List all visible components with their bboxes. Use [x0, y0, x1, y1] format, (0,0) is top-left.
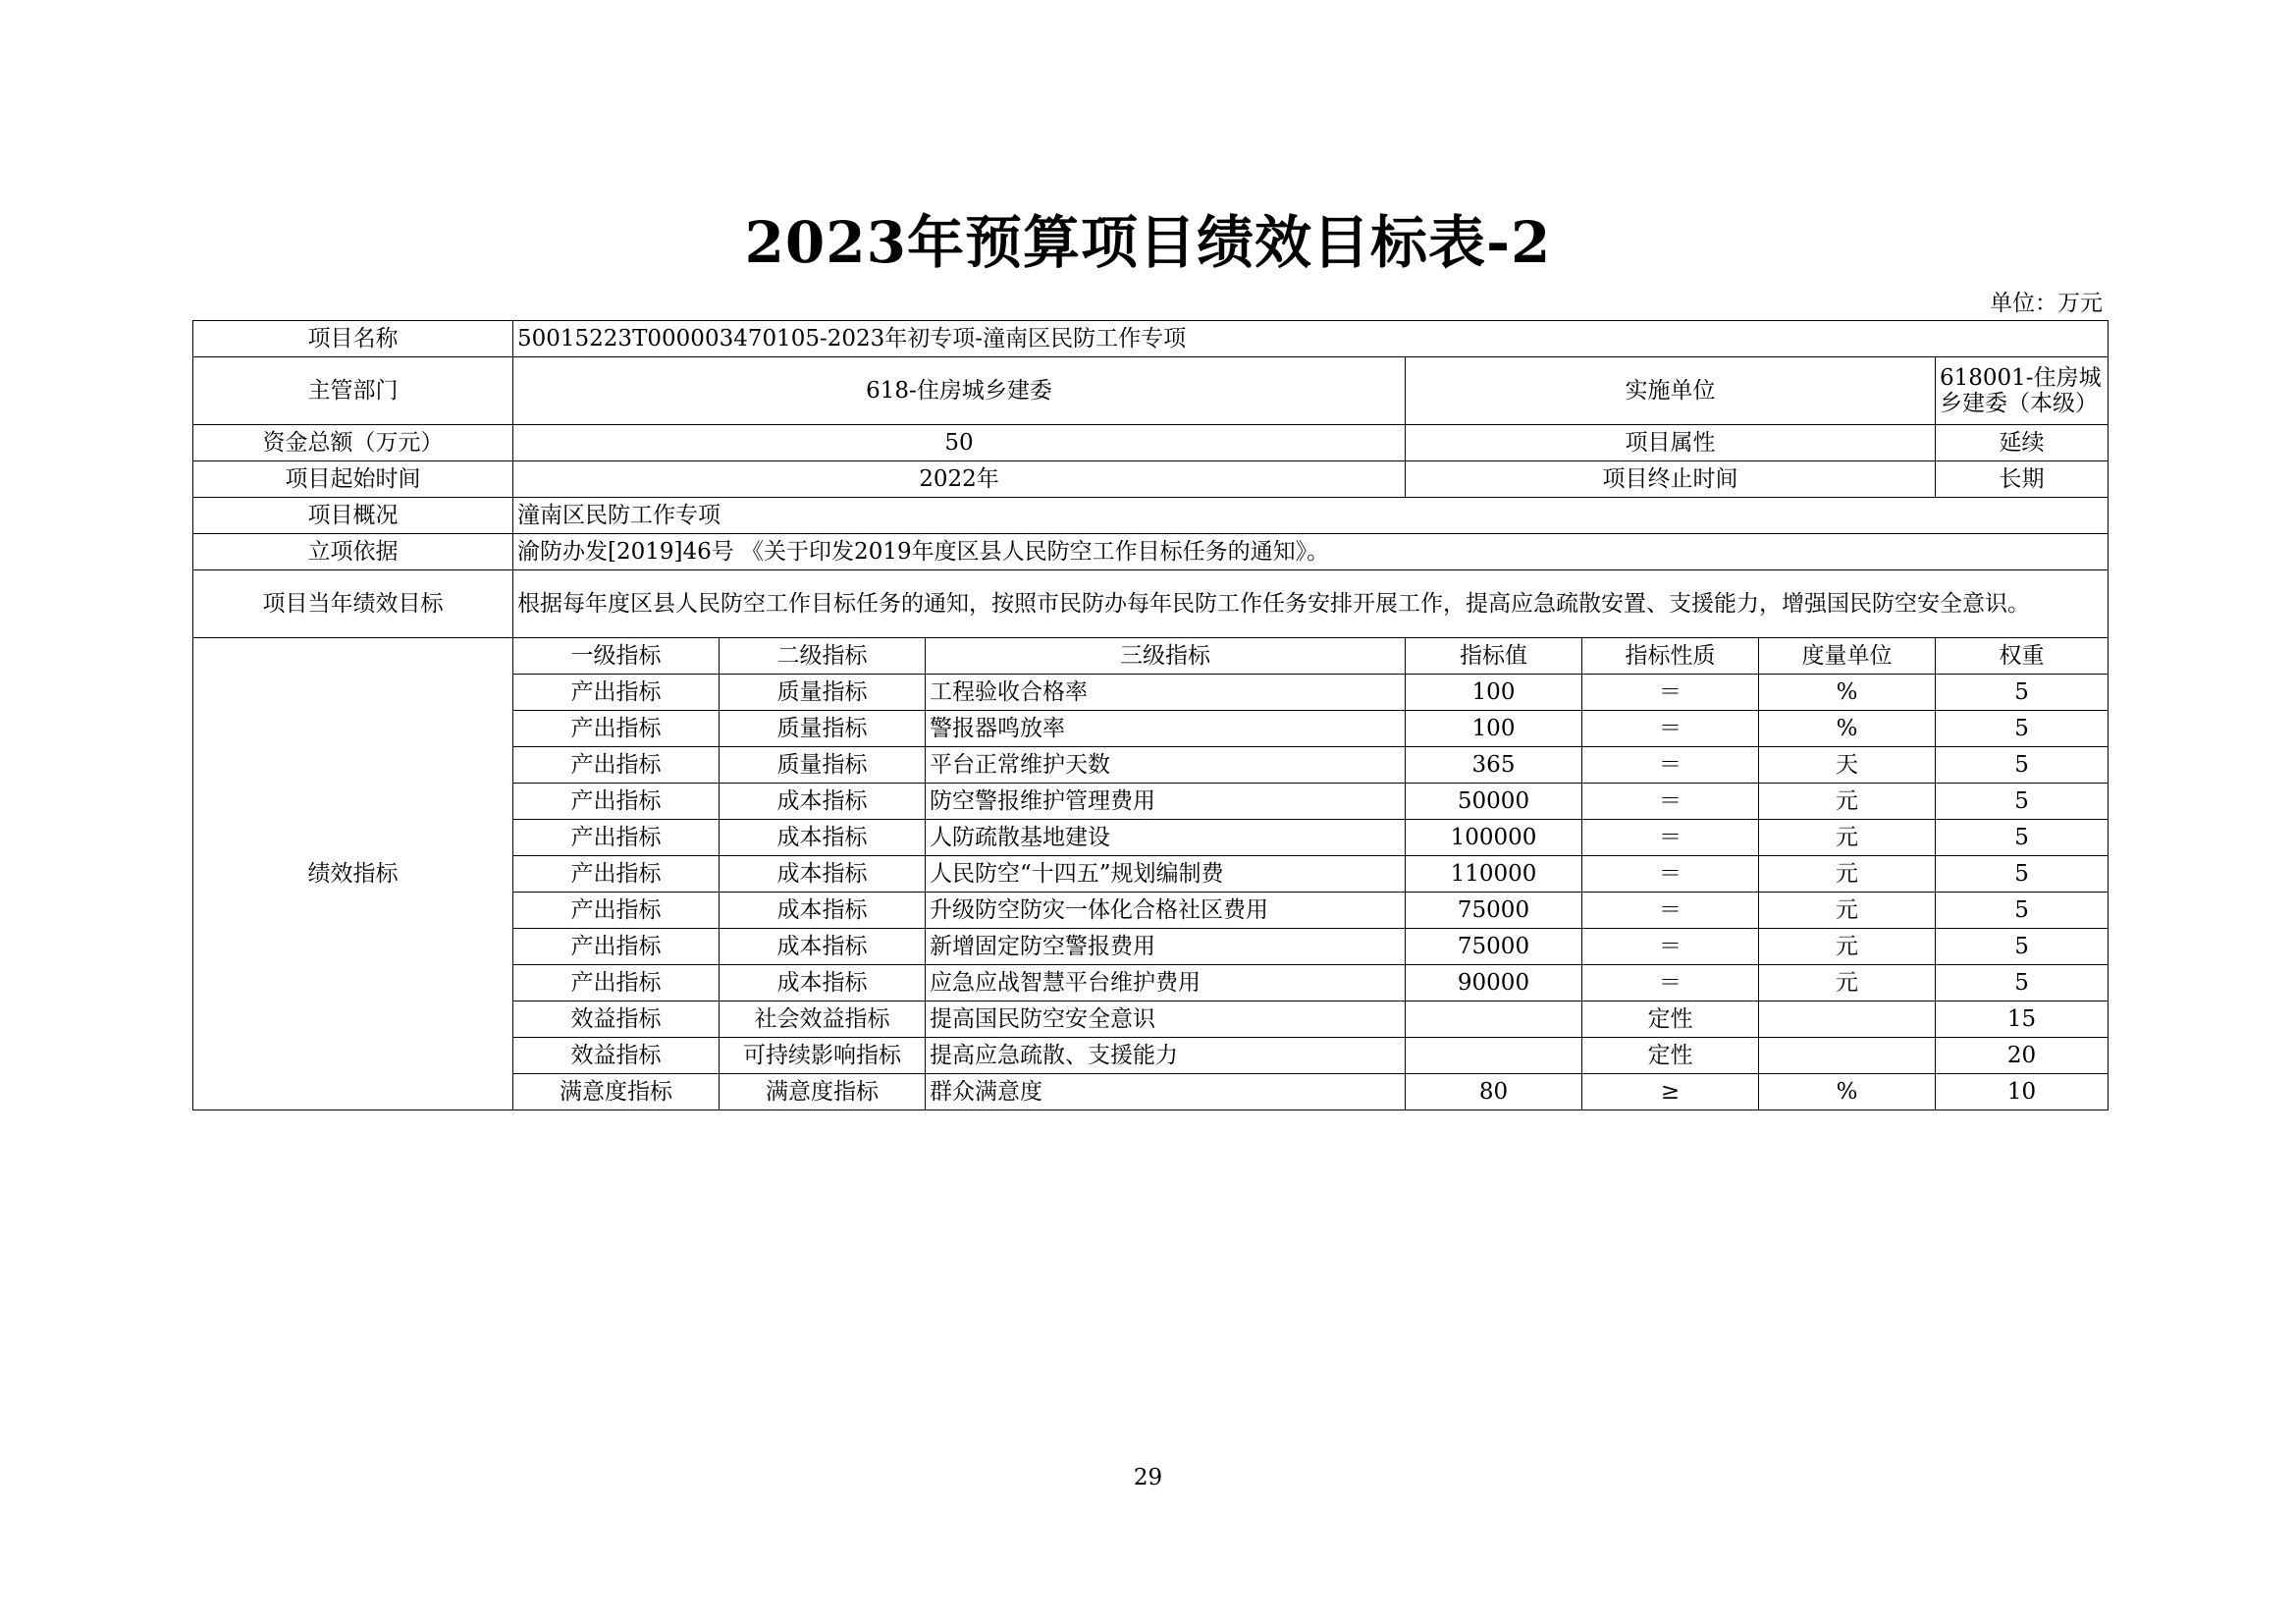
indicator-cell: ＝	[1582, 820, 1759, 856]
row-goal	[193, 570, 2109, 638]
indicator-cell: ≥	[1582, 1074, 1759, 1110]
indicator-cell: 人防疏散基地建设	[926, 820, 1406, 856]
indicator-cell: 成本指标	[720, 965, 926, 1001]
indicator-cell: 提高国民防空安全意识	[926, 1001, 1406, 1038]
indicator-cell: 成本指标	[720, 820, 926, 856]
indicator-cell: 满意度指标	[513, 1074, 720, 1110]
indicator-cell: 5	[1936, 965, 2109, 1001]
start-label: 项目起始时间	[193, 461, 513, 498]
indicator-cell: 100	[1406, 711, 1582, 747]
unit-label: 单位：万元	[1990, 291, 2103, 316]
indicator-cell: 应急应战智慧平台维护费用	[926, 965, 1406, 1001]
indicator-cell: 20	[1936, 1038, 2109, 1074]
overview-label: 项目概况	[193, 498, 513, 534]
indicator-header-cell: 二级指标	[720, 638, 926, 675]
goal-label: 项目当年绩效目标	[193, 570, 513, 638]
indicator-cell: 75000	[1406, 893, 1582, 929]
row-department	[193, 357, 2109, 425]
indicator-header-cell: 指标值	[1406, 638, 1582, 675]
indicator-cell: 50000	[1406, 784, 1582, 820]
indicator-cell: 人民防空“十四五”规划编制费	[926, 856, 1406, 893]
indicator-cell: 产出指标	[513, 856, 720, 893]
page-title: 2023年预算项目绩效目标表-2	[744, 209, 1552, 276]
indicator-cell: 100	[1406, 675, 1582, 711]
indicator-cell	[1406, 1001, 1582, 1038]
indicator-cell: %	[1759, 675, 1936, 711]
indicator-cell: 5	[1936, 747, 2109, 784]
indicator-cell: 10	[1936, 1074, 2109, 1110]
indicator-cell: 质量指标	[720, 747, 926, 784]
indicator-cell: 100000	[1406, 820, 1582, 856]
indicator-header-cell: 一级指标	[513, 638, 720, 675]
indicator-cell: 警报器鸣放率	[926, 711, 1406, 747]
indicator-cell: 元	[1759, 856, 1936, 893]
indicator-header-row	[193, 638, 2109, 675]
indicator-cell: 元	[1759, 784, 1936, 820]
indicator-cell: 5	[1936, 675, 2109, 711]
indicator-header-cell: 权重	[1936, 638, 2109, 675]
indicator-cell: 升级防空防灾一体化合格社区费用	[926, 893, 1406, 929]
indicator-cell: 成本指标	[720, 856, 926, 893]
indicator-cell: 5	[1936, 711, 2109, 747]
indicator-header-cell: 指标性质	[1582, 638, 1759, 675]
end-label: 项目终止时间	[1406, 461, 1936, 498]
impl-value: 618001-住房城乡建委（本级）	[1936, 357, 2109, 425]
indicator-cell: ＝	[1582, 893, 1759, 929]
indicator-header-cell: 度量单位	[1759, 638, 1936, 675]
indicator-cell: 产出指标	[513, 747, 720, 784]
overview-value: 潼南区民防工作专项	[513, 498, 2109, 534]
row-overview	[193, 498, 2109, 534]
dept-value: 618-住房城乡建委	[513, 357, 1406, 425]
indicator-cell: 社会效益指标	[720, 1001, 926, 1038]
indicator-cell: 成本指标	[720, 893, 926, 929]
basis-value: 渝防办发[2019]46号 《关于印发2019年度区县人民防空工作目标任务的通知》。	[513, 534, 2109, 570]
indicator-cell: 产出指标	[513, 675, 720, 711]
indicator-cell: 110000	[1406, 856, 1582, 893]
indicator-cell: ＝	[1582, 675, 1759, 711]
indicator-cell	[1759, 1038, 1936, 1074]
project-name-label: 项目名称	[193, 321, 513, 357]
indicator-cell: 产出指标	[513, 893, 720, 929]
indicator-cell: 5	[1936, 820, 2109, 856]
indicator-cell: 365	[1406, 747, 1582, 784]
indicator-cell: 元	[1759, 820, 1936, 856]
row-time	[193, 461, 2109, 498]
page-number: 29	[1133, 1465, 1163, 1490]
indicator-cell: 定性	[1582, 1038, 1759, 1074]
indicator-cell: 工程验收合格率	[926, 675, 1406, 711]
indicator-cell: 质量指标	[720, 675, 926, 711]
indicator-cell: 元	[1759, 965, 1936, 1001]
fund-label: 资金总额（万元）	[193, 425, 513, 461]
indicator-cell: ＝	[1582, 747, 1759, 784]
start-value: 2022年	[513, 461, 1406, 498]
indicator-cell: 满意度指标	[720, 1074, 926, 1110]
fund-value: 50	[513, 425, 1406, 461]
attr-value: 延续	[1936, 425, 2109, 461]
row-project-name	[193, 321, 2109, 357]
indicator-cell: 平台正常维护天数	[926, 747, 1406, 784]
indicator-cell: 成本指标	[720, 784, 926, 820]
indicator-cell: 5	[1936, 856, 2109, 893]
indicator-cell: 5	[1936, 784, 2109, 820]
project-name-value: 50015223T000003470105-2023年初专项-潼南区民防工作专项	[513, 321, 2109, 357]
attr-label: 项目属性	[1406, 425, 1936, 461]
indicator-cell: ＝	[1582, 929, 1759, 965]
indicator-cell: 5	[1936, 893, 2109, 929]
indicator-header-cell: 三级指标	[926, 638, 1406, 675]
indicator-cell: 产出指标	[513, 711, 720, 747]
indicator-cell: 产出指标	[513, 965, 720, 1001]
indicator-cell	[1406, 1038, 1582, 1074]
indicator-cell: 产出指标	[513, 784, 720, 820]
row-basis	[193, 534, 2109, 570]
end-value: 长期	[1936, 461, 2109, 498]
indicator-cell: ＝	[1582, 965, 1759, 1001]
indicator-cell	[1759, 1001, 1936, 1038]
indicator-cell: 元	[1759, 893, 1936, 929]
indicator-cell: 可持续影响指标	[720, 1038, 926, 1074]
indicator-cell: 5	[1936, 929, 2109, 965]
indicator-cell: 75000	[1406, 929, 1582, 965]
indicator-cell: 成本指标	[720, 929, 926, 965]
indicator-section-label: 绩效指标	[193, 638, 513, 1110]
indicator-cell: 群众满意度	[926, 1074, 1406, 1110]
indicator-cell: 定性	[1582, 1001, 1759, 1038]
indicator-cell: 15	[1936, 1001, 2109, 1038]
indicator-cell: ＝	[1582, 711, 1759, 747]
indicator-cell: %	[1759, 1074, 1936, 1110]
indicator-cell: 90000	[1406, 965, 1582, 1001]
indicator-cell: ＝	[1582, 784, 1759, 820]
performance-table	[192, 320, 2109, 1110]
basis-label: 立项依据	[193, 534, 513, 570]
dept-label: 主管部门	[193, 357, 513, 425]
indicator-cell: %	[1759, 711, 1936, 747]
row-fund	[193, 425, 2109, 461]
indicator-cell: 新增固定防空警报费用	[926, 929, 1406, 965]
goal-value: 根据每年度区县人民防空工作目标任务的通知，按照市民防办每年民防工作任务安排开展工作，提高应急疏散安置、支援能力，增强国民防空安全意识。	[513, 570, 2109, 638]
indicator-cell: 提高应急疏散、支援能力	[926, 1038, 1406, 1074]
indicator-cell: 效益指标	[513, 1001, 720, 1038]
impl-label: 实施单位	[1406, 357, 1936, 425]
indicator-cell: 元	[1759, 929, 1936, 965]
indicator-cell: 产出指标	[513, 820, 720, 856]
indicator-cell: 80	[1406, 1074, 1582, 1110]
indicator-cell: 质量指标	[720, 711, 926, 747]
indicator-cell: 天	[1759, 747, 1936, 784]
indicator-cell: 产出指标	[513, 929, 720, 965]
indicator-cell: 防空警报维护管理费用	[926, 784, 1406, 820]
indicator-cell: ＝	[1582, 856, 1759, 893]
indicator-cell: 效益指标	[513, 1038, 720, 1074]
